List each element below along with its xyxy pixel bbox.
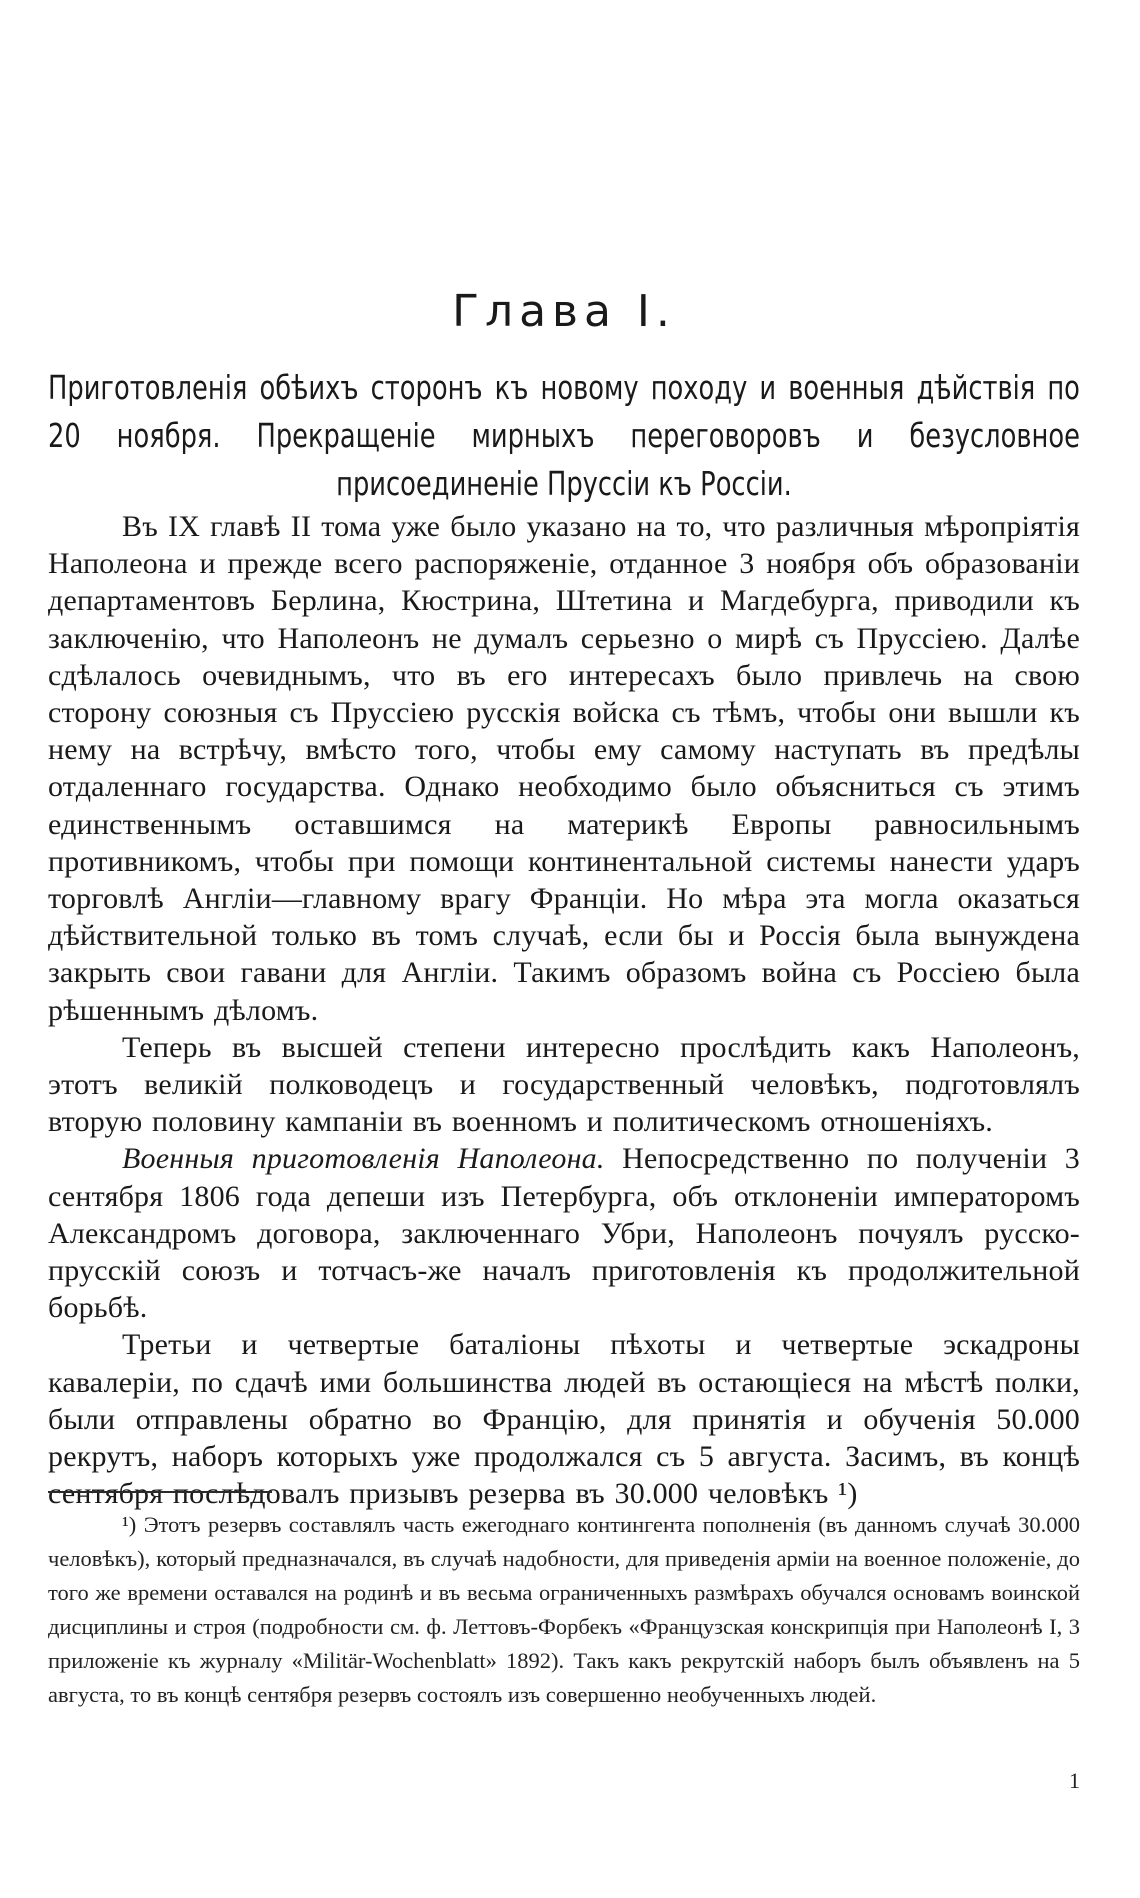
book-page bbox=[48, 0, 1080, 1898]
paragraph-text: Непосредственно по полученіи 3 сентября 1806 года депеши изъ Петербурга, объ отклоненіи императоромъ Александромъ договора, заключеннаго Убри, Наполеонъ почуялъ русско-прусскій союзъ и тотчасъ-же началъ приготовленія къ продолжительной борьбѣ. bbox=[48, 1142, 1080, 1325]
paragraph: Третьи и четвертые баталіоны пѣхоты и четвертые эскадроны кавалеріи, по сдачѣ ими большинства людей въ остающіеся на мѣстѣ полки, были отправлены обратно во Францію, для принятія и обученія 50.000 рекрутъ, наборъ которыхъ уже продолжался съ 5 августа. Засимъ, въ концѣ сентября послѣдовалъ призывъ резерва въ 30.000 человѣкъ ¹) bbox=[48, 1328, 1080, 1511]
footnote-divider bbox=[48, 1491, 272, 1493]
page-number: 1 bbox=[1069, 1768, 1080, 1793]
section-lead-italic: Военныя приготовленія Наполеона. bbox=[122, 1142, 605, 1176]
paragraph: Въ IX главѣ II тома уже было указано на то, что различныя мѣропріятія Наполеона и прежде всего распоряженіе, отданное 3 ноября объ образованіи департаментовъ Берлина, Кюстрина, Штетина и Магдебурга, приводили къ заключенію, что Наполеонъ не думалъ серьезно о мирѣ съ Пруссіею. Далѣе сдѣлалось очевиднымъ, что въ его интересахъ было привлечь на свою сторону союзныя съ Пруссіею русскія войска съ тѣмъ, чтобы они вышли къ нему на встрѣчу, вмѣсто того, чтобы ему самому наступать въ предѣлы отдаленнаго государства. Однако необходимо было объясниться съ этимъ единственнымъ оставшимся на материкѣ Европы равносильнымъ противникомъ, чтобы при помощи континентальной системы нанести ударъ торговлѣ Англіи—главному врагу Франціи. Но мѣра эта могла оказаться дѣйствительной только въ томъ случаѣ, если бы и Россія была вынуждена закрыть свои гавани для Англіи. Такимъ образомъ война съ Россіею была рѣшеннымъ дѣломъ. bbox=[48, 510, 1080, 1027]
chapter-title: Глава I. bbox=[452, 286, 676, 337]
body-text bbox=[48, 508, 1080, 1512]
paragraph-military-preparations bbox=[48, 1140, 1080, 1326]
footnote: ¹) Этотъ резервъ составлялъ часть ежегоднаго контингента пополненія (въ данномъ случаѣ 30.000 человѣкъ), который предназначался, въ случаѣ надобности, для приведенія арміи на военное положеніе, до того же времени оставался на родинѣ и въ весьма ограниченныхъ размѣрахъ обучался основамъ воинской дисциплины и строя (подробности см. ф. Леттовъ-Форбекъ «Французская конскрипція при Наполеонѣ I, 3 приложеніе къ журналу «Militär-Wochenblatt» 1892). Такъ какъ рекрутскій наборъ былъ объявленъ на 5 августа, то въ концѣ сентября резервъ состоялъ изъ совершенно необученныхъ людей. bbox=[48, 1512, 1080, 1707]
paragraph: Теперь въ высшей степени интересно прослѣдить какъ Наполеонъ, этотъ великій полководецъ и государственный человѣкъ, подготовлялъ вторую половину кампаніи въ военномъ и политическомъ отношеніяхъ. bbox=[48, 1030, 1080, 1139]
chapter-subtitle: Приготовленія обѣихъ сторонъ къ новому походу и военныя дѣйствія по 20 ноября. Прекращеніе мирныхъ переговоровъ и безусловное присоединеніе Пруссіи къ Россіи. bbox=[48, 368, 1080, 503]
